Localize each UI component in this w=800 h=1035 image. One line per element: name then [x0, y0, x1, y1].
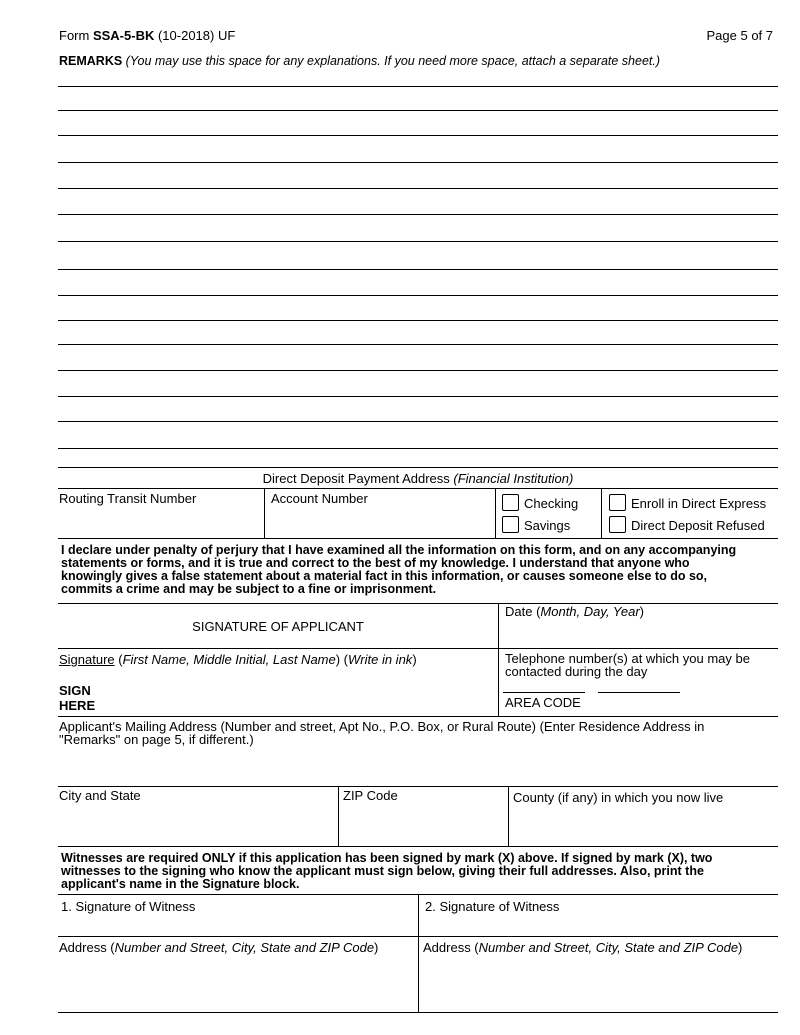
area-code-line[interactable] [503, 692, 585, 693]
direct-deposit-title: Direct Deposit Payment Address (Financial Institution) [262, 471, 574, 486]
sign-here-label: SIGN HERE [59, 683, 96, 713]
mailing-address-field[interactable]: Applicant's Mailing Address (Number and street, Apt No., P.O. Box, or Rural Route) (Enter Residence Address in "Remarks" on page 5, if different.) [59, 719, 705, 747]
deposit-refused-checkbox[interactable] [609, 516, 626, 533]
applicant-signature-field[interactable]: Signature (First Name, Middle Initial, Last Name) (Write in ink) [59, 652, 417, 667]
date-field[interactable]: Date (Month, Day, Year) [505, 604, 644, 619]
checking-checkbox[interactable] [502, 494, 519, 511]
zip-code-field[interactable]: ZIP Code [343, 788, 398, 803]
form-id: SSA-5-BK [92, 28, 155, 43]
witness-2-address-field[interactable]: Address (Number and Street, City, State and ZIP Code) [423, 940, 743, 955]
checking-label: Checking [524, 496, 579, 511]
direct-express-checkbox[interactable] [609, 494, 626, 511]
signature-heading: SIGNATURE OF APPLICANT [192, 619, 364, 634]
savings-checkbox[interactable] [502, 516, 519, 533]
remarks-label: REMARKS (You may use this space for any explanations. If you need more space, attach a separate sheet.) [59, 54, 661, 68]
witness-1-signature-field[interactable]: 1. Signature of Witness [61, 899, 196, 914]
city-state-field[interactable]: City and State [59, 788, 141, 803]
penalty-declaration: I declare under penalty of perjury that I have examined all the information on this form, and on any accompanying statements or forms, and it is true and correct to the best of my knowledge. I understand that anyone who knowingly gives a false statement about a material fact in this information, or causes someone else to do so, commits a crime and may be subject to a fine or imprisonment. [61, 543, 737, 596]
area-code-label: AREA CODE [505, 695, 581, 710]
form-number: Form SSA-5-BK (10-2018) UF [59, 28, 236, 43]
savings-label: Savings [524, 518, 571, 533]
direct-express-label: Enroll in Direct Express [631, 496, 767, 511]
routing-number-field[interactable]: Routing Transit Number [59, 491, 197, 506]
account-number-field[interactable]: Account Number [271, 491, 368, 506]
witness-2-signature-field[interactable]: 2. Signature of Witness [425, 899, 560, 914]
county-field[interactable]: County (if any) in which you now live [513, 790, 724, 805]
deposit-refused-label: Direct Deposit Refused [631, 518, 765, 533]
witness-1-address-field[interactable]: Address (Number and Street, City, State and ZIP Code) [59, 940, 379, 955]
page-number: Page 5 of 7 [706, 28, 773, 43]
phone-number-line[interactable] [598, 692, 680, 693]
telephone-label: Telephone number(s) at which you may be contacted during the day [505, 651, 750, 679]
witness-note: Witnesses are required ONLY if this application has been signed by mark (X) above. If signed by mark (X), two witnesses to the signing who know the applicant must sign below, giving their full addresses. Also, print the applicant's name in the Signature block. [61, 851, 713, 891]
